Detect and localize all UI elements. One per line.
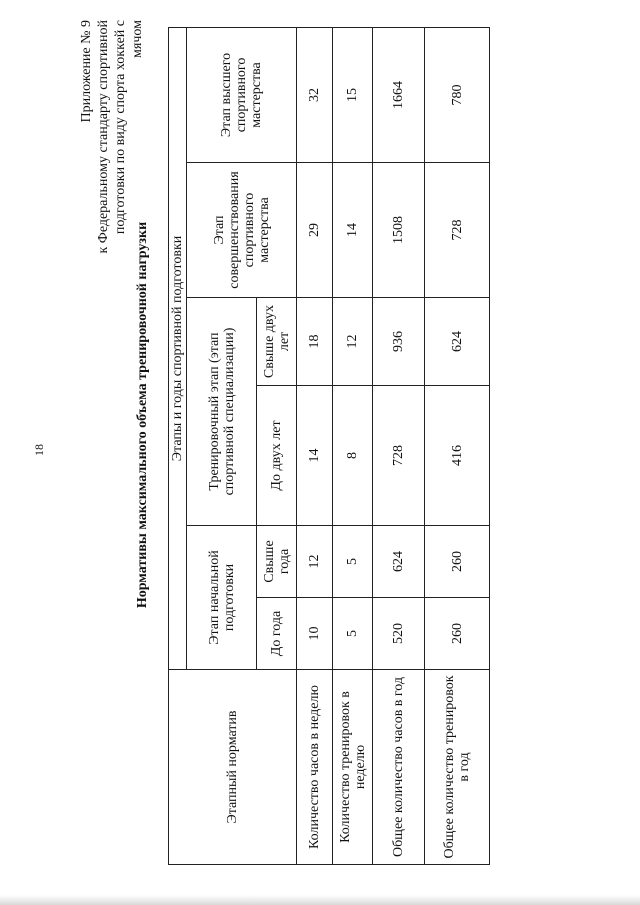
cell-value: 12 — [297, 526, 333, 598]
header-initial-over-year: Свыше года — [257, 526, 297, 598]
cell-value: 520 — [373, 598, 425, 670]
cell-value: 1508 — [373, 163, 425, 298]
table-row — [373, 27, 425, 864]
cell-value: 14 — [333, 163, 373, 298]
row-label: Количество часов в неделю — [297, 670, 333, 865]
header-training-stage: Тренировочный этап (этап спортивной специализации) — [187, 298, 257, 526]
row-label: Общее количество тренировок в год — [425, 670, 490, 865]
cell-value: 728 — [373, 386, 425, 526]
header-higher-stage: Этап высшего спортивного мастерства — [187, 27, 297, 162]
cell-value: 936 — [373, 298, 425, 386]
row-label: Общее количество часов в год — [373, 670, 425, 865]
cell-value: 728 — [425, 163, 490, 298]
header-improvement-stage: Этап совершенствования спортивного мастерства — [187, 163, 297, 298]
table-row — [333, 27, 373, 864]
cell-value: 624 — [425, 298, 490, 386]
header-training-up-to-two: До двух лет — [257, 386, 297, 526]
row-label: Количество тренировок в неделю — [333, 670, 373, 865]
cell-value: 416 — [425, 386, 490, 526]
cell-value: 14 — [297, 386, 333, 526]
page-number: 18 — [32, 444, 46, 456]
cell-value: 32 — [297, 27, 333, 162]
appendix-line-3: подготовки по виду спорта хоккей с мячом — [113, 20, 145, 235]
header-training-over-two: Свыше двух лет — [257, 298, 297, 386]
header-stages-years: Этапы и годы спортивной подготовки — [169, 27, 187, 669]
cell-value: 18 — [297, 298, 333, 386]
cell-value: 5 — [333, 598, 373, 670]
cell-value: 12 — [333, 298, 373, 386]
header-initial-stage: Этап начальной подготовки — [187, 526, 257, 670]
cell-value: 260 — [425, 598, 490, 670]
table-row — [425, 27, 490, 864]
page-edge-shadow — [0, 895, 640, 905]
table-row — [297, 27, 333, 864]
norms-table — [168, 27, 490, 865]
appendix-line-2: к Федеральному стандарту спортивной — [96, 20, 111, 254]
appendix-line-1: Приложение № 9 — [79, 20, 94, 123]
header-normative: Этапный норматив — [169, 670, 297, 865]
document-title: Нормативы максимального объема тренировочной нагрузки — [135, 221, 150, 609]
cell-value: 260 — [425, 526, 490, 598]
cell-value: 15 — [333, 27, 373, 162]
cell-value: 1664 — [373, 27, 425, 162]
cell-value: 10 — [297, 598, 333, 670]
cell-value: 624 — [373, 526, 425, 598]
header-initial-up-to-year: До года — [257, 598, 297, 670]
cell-value: 5 — [333, 526, 373, 598]
cell-value: 780 — [425, 27, 490, 162]
cell-value: 29 — [297, 163, 333, 298]
cell-value: 8 — [333, 386, 373, 526]
